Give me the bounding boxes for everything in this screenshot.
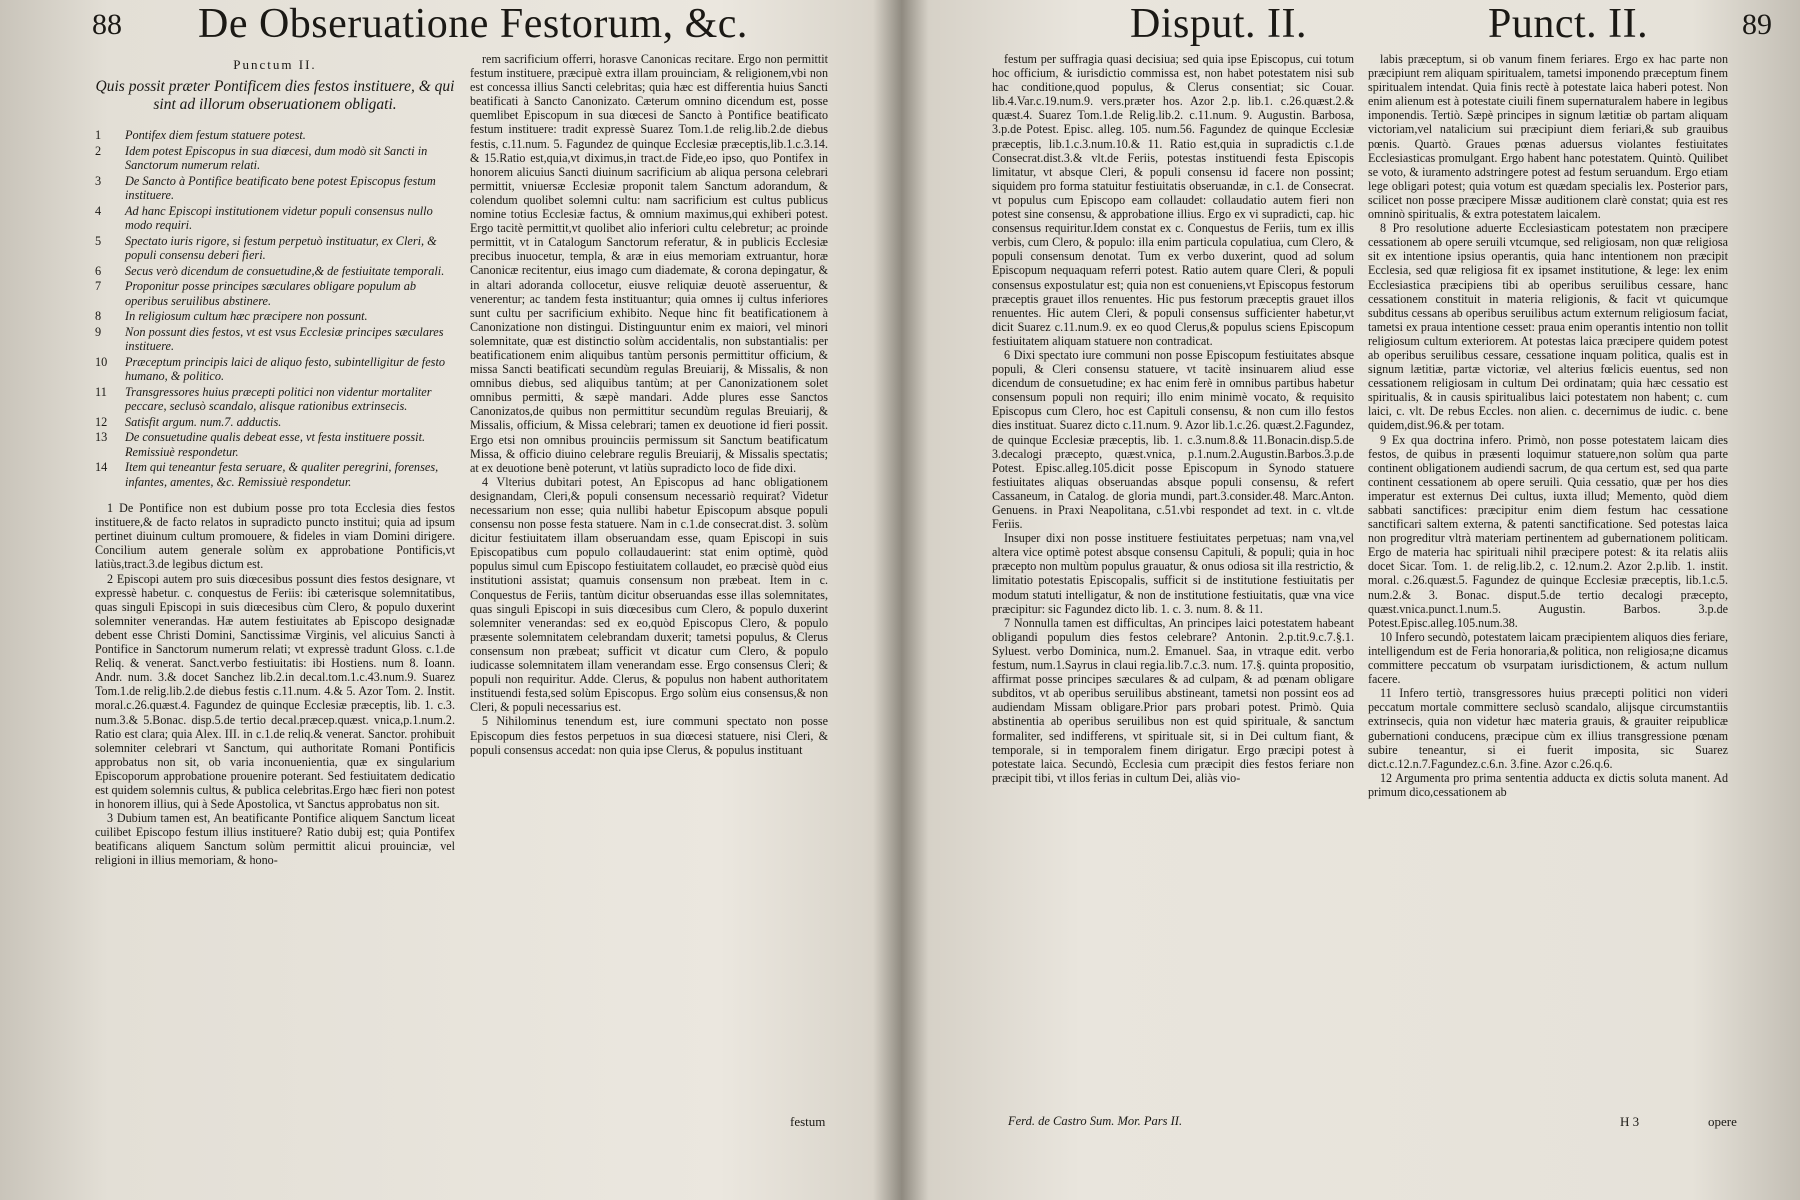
paragraph: labis præceptum, si ob vanum finem feriares. Ergo ex hac parte non præcipiunt rem aliquam spiritualem, tametsi imponendo præceptum finem spiritualem intendat. Quia finis rectè à potestate laica haberi potest. Non enim alienum est à potestate ciuili finem supernaturalem habere in legibus imponendis. Tertiò. Sæpè principes in signum lætitiæ ob partam aliquam victoriam,vel natalicium sui præcipiunt diem feriari,& sub grauibus pœnis. Quartò. Graues pœnas aduersus violantes festiuitates Ecclesiasticas promulgant. Ergo habent hanc potestatem. Quintò. Quilibet se voto, & iuramento adstringere potest ad festum seruandum. Ergo etiam lege obligari potest; quia votum est quædam specialis lex. Posterior pars, scilicet non posse præcipere Missæ auditionem clarè constat; quia est res omninò spiritualis, & extra potestatem laicalem. <box>1368 52 1728 222</box>
running-title-disput: Disput. II. <box>1130 1 1307 47</box>
summary-text: Item qui teneantur festa seruare, & qualiter peregrini, forenses, infantes, amentes, &c. Remissiuè respondetur. <box>125 460 439 489</box>
summary-number: 10 <box>95 354 108 369</box>
summary-text: Secus verò dicendum de consuetudine,& de festiuitate temporali. <box>125 263 445 278</box>
paragraph: 8 Pro resolutione aduerte Ecclesiasticam potestatem non præcipere cessationem ab opere seruili vtcumque, sed religiosam, non quæ religiosa sit ex intentione ipsius operantis, quia hanc intentionem non præcipit Ecclesia, sed quæ religiosa fit ex ipsamet institutione, & lege: lex enim Ecclesiastica præcipiens tibi ab operibus seruilibus cessare, hanc cessationem constituit in materia religionis, & facit vt quicumque subditus cessans ab operibus seruilibus actum externum religiosum faciat, tametsi ex praua intentione cesset: praua enim operantis intentio non tollit religiosum cultum exteriorem. At potestas laica præcipere quidem potest ab operibus seruilibus cessare, cessatione inquam politica, qualis est in signum lætitiæ, partæ victoriæ, vel alterius fœlicis euentus, sed non cessationem religiosam in cultum Dei ordinatam; quia hæc cessatio est spiritualis, & in causis spiritualibus laici potestatem non habent; c. cum laici, c. vlt. De rebus Eccles. non alien. c. decernimus de iudic. c. bene quidem,dist.96.& per totam. <box>1368 221 1728 433</box>
paragraph: rem sacrificium offerri, horasve Canonicas recitare. Ergo non permittit festum instituere, præcipuè extra illam prouinciam, & religionem,vbi non est concessa illius Sancti celebritas; quia hæc est differentia huius Sancti beatificati à Sancto Canonizato. Cæterum omnino dicendum est, posse quemlibet Episcopum in sua diœcesi de Sancto à Pontifice beatificato festum instituere: tradit expressè Suarez Tom.1.de relig.lib.2.de diebus festis, c.11.num. 5. Fagundez de quinque Ecclesiæ præceptis,lib.1.c.3.14. & 15.Ratio est,quia,vt diximus,in tract.de Fide,eo ipso, quo Pontifex in honorem alicuius Sancti diuinum sacrificium ab aliqua persona celebrari permittit, vniuersæ Ecclesiæ proponit talem Sanctum adorandum, & colendum quolibet solemni cultu: nam sacrificium est cultus publicus nomine totius Ecclesiæ factus, & omnium maximus,qui exhiberi potest. Ergo tacitè permittit,vt quolibet alio inferiori cultu celebretur; ac proinde permittit, vt in Catalogum Sanctorum referatur, & in publicis Ecclesiæ precibus inuocetur, templa, & aræ in eius memoriam extruantur, horæ Canonicæ recitentur, eius imago cum diademate, & corona depingatur, & in altari adoranda collocetur, eiusve reliquiæ deuotè asseruentur, & venerentur; ac tandem festa instituantur; quia omnes ij cultus inferiores sunt cultu per sacrificium exhibito. Neque hinc fit beatificationem à Canonizatione non distingui. Distinguuntur enim ex maiori, vel minori solemnitate, quæ est distinctio solùm accidentalis, non substantialis: per beatificationem enim aliquibus tantùm personis permittitur officium, & missa Sancti beatificati secundùm regulas Breuiarij, & Missalis, & non omnibus diebus, sed aliquibus tantùm; at per Canonizationem solet omnibus permitti, & sæpè mandari. Adde plures esse Sanctos Canonizatos,de quibus non permittitur secundùm regulas Breuiarij, & Missalis, officium, & Missa celebrari; tamen ex deuotione id fieri possit. Ergo etsi non omnibus prouinciis permissum sit Sanctum beatificatum Missa, & officio diuino celebrare regulis Breuiarij, & Missalis spectatis; at ex deuotione benè poterunt, vt latiùs supradicto loco de fide dixi. <box>470 52 828 475</box>
paragraph: 11 Infero tertiò, transgressores huius præcepti politici non videri peccatum mortale committere seclusò scandalo, alijsque circumstantiis extrinsecis, quia non videtur hæc materia grauis, & grauiter reipublicæ gubernationi conducens, præcipue cùm ex illius transgressione pœnam subire teneantur, si ei fuerit imposita, sic Suarez dict.c.12.n.7.Fagundez.c.6.n. 3.fine. Azor c.26.q.6. <box>1368 686 1728 771</box>
signature-mark: H 3 <box>1620 1114 1640 1129</box>
running-title-left: De Obseruatione Festorum, &c. <box>198 1 748 47</box>
summary-text: Satisfit argum. num.7. adductis. <box>125 414 282 429</box>
summary-text: Pontifex diem festum statuere potest. <box>125 128 306 143</box>
summary-item <box>95 355 455 384</box>
summary-item <box>95 264 455 279</box>
paragraph: festum per suffragia quasi decisiua; sed quia ipse Episcopus, cui totum hoc officium, & iurisdictio commissa est, non habet potestatem nisi sub hac conditione,quod populus, & Clerus consentiat; sic Couar. lib.4.Var.c.19.num.9. vers.præter hos. Azor 2.p. lib.1. c.26.quæst.2.& quæst.4. Suarez Tom.1.de Relig.lib.2. c.11.num. 9. Augustin. Barbosa, 3.p.de Potest. Episc. alleg. 105. num.56. Fagundez de quinque Ecclesiæ præceptis, lib.1.c.3.num.10.& 11. Ratio est,quia in supradictis c.1.de Consecrat.dist.3.& vlt.de Feriis, potestas instituendi festa Episcopis limitatur, vt absque Cleri, & populi consensu id facere non possint; siquidem pro forma statuitur festiuitatis obseruandæ, in c.1. de Consecrat. vt populus cum Episcopo eam collaudet: collaudatio autem fieri non potest sine consensu, & approbatione illius. Ergo ex vi supradicti, cap. hic consensus requiritur.Idem constat ex c. Conquestus de Feriis, tum ex illis verbis, cum Clero, & populo: illa enim particula copulatiua, cum Clero, & populi consensum denotat. Tum ex verbo duxerint, quod ad solum Episcopum nequaquam referri potest. Ratio autem quare Cleri, & populi consensus expostulatur est; quia non est conueniens,vt Episcopus festorum præceptis grauet illos renuentes. Hic pus festorum præceptis grauet illos renuentes. Hic autem Cleri, & populi consensus sufficienter habetur,vt dicit Suarez c.11.num.9. ex eo quod Clerus,& populus sciens Episcopum festiuitatem aliquam statuere non contradicat. <box>992 52 1354 348</box>
summary-text: De consuetudine qualis debeat esse, vt festa instituere possit. Remissiuè respondetur. <box>125 430 426 459</box>
summary-number: 12 <box>95 414 108 429</box>
summary-text: Non possunt dies festos, vt est vsus Ecclesiæ principes sæculares instituere. <box>125 324 444 354</box>
paragraph: 10 Infero secundò, potestatem laicam præcipientem aliquos dies feriare, intelligendum est de Feria honoraria,& politica, non religiosa;ne dicamus committere peccatum ob vsurpatam iurisdictionem, & actum nullum facere. <box>1368 629 1728 687</box>
left-col-1 <box>95 58 455 868</box>
footer-author: Ferd. de Castro Sum. Mor. Pars II. <box>1008 1114 1183 1128</box>
left-col-1-body <box>95 501 455 867</box>
summary-text: Præceptum principis laici de aliquo festo, subintelligitur de festo humano, & politico. <box>125 354 446 384</box>
paragraph: 4 Vlterius dubitari potest, An Episcopus ad hanc obligationem designandam, Cleri,& populi consensum necessariò requirat? Videtur necessarium non esse; quia nullibi habetur Episcopum absque populi consensu non posse festa statuere. Nam in c.1.de consecrat.dist. 3. solùm dicitur festiuitatem illam obseruandam esse, quam Episcopi in suis Episcopatibus cum populo collaudauerint: stat enim optimè, quòd populus simul cum Episcopo festiuitatem collaudet, eo præcisè quòd eius institutioni assistat; quamuis consensum non præbeat. Item in c. Conquestus de Feriis, tantùm dicitur obseruandas esse illas solemnitates, quas singuli Episcopi in suis diœcesibus cum Clero, & populo duxerint solemniter venerandas: sed ex eo,quòd Episcopus Clero, & populo præsente solemnitatem celebrandam duxerit; tametsi populus, & Clerus consensum non præbeat; sufficit vt dicatur cum Clero, & populo iudicasse solemnitatem illam venerandam esse. Ergo consensus Cleri; & populi non requiritur. Adde. Clerus, & populus non habent authoritatem instituendi festa,sed solùm Episcopus. Ergo solùm eius consensus,& non Cleri, & populi necessarius est. <box>470 474 828 715</box>
summary-number: 2 <box>95 143 102 158</box>
summary-item <box>95 385 455 414</box>
page-number-left: 88 <box>92 8 122 41</box>
summary-text: In religiosum cultum hæc præcipere non possunt. <box>125 309 368 324</box>
summary-number: 9 <box>95 324 102 339</box>
right-col-2 <box>1368 52 1728 799</box>
right-col-1 <box>992 52 1354 785</box>
catchword-right: opere <box>1708 1114 1737 1129</box>
right-page <box>900 0 1800 1200</box>
summary-text: De Sancto à Pontifice beatificato bene potest Episcopus festum instituere. <box>125 173 436 203</box>
summary-number: 14 <box>95 460 108 475</box>
right-col-1-body <box>992 52 1354 785</box>
paragraph: 9 Ex qua doctrina infero. Primò, non posse potestatem laicam dies festos, de quibus in præsenti loquimur statuere,non solùm qua parte continent obligationem audiendi sacrum, de qua certum est, sed qua parte continent cessationem ab opere seruili. Quia cessatio, quæ per hos dies imperatur est externus Dei cultus, iuxta illud; Memento, quòd diem sabbati sanctifices: præcipitur enim diem festum hac cessatione sanctificari saltem externa, & patenti sanctificatione. Sed potestas laica non progreditur vltrà materiam pertinentem ad gubernationem politicam. Ergo de materia hac spirituali nihil præcipere potest: & ita relatis aliis docet Sicar. Tom. 1. de relig.lib.2, c. 12.num.2. Azor 2.p.lib. 1. instit. moral. c.26.quæst.5. Fagundez de quinque Ecclesiæ præceptis, lib.1.c.5. num.2.& 3. Bonac. disput.5.de tertio decalogi præcepto, quæst.vnica.punct.1.num.5. Augustin. Barbos. 3.p.de Potest.Episc.alleg.105.num.38. <box>1368 432 1728 630</box>
summary-item <box>95 234 455 263</box>
left-col-2 <box>470 52 828 757</box>
paragraph: 3 Dubium tamen est, An beatificante Pontifice aliquem Sanctum liceat cuilibet Episcopo festum illius instituere? Ratio dubij est; quia Pontifex beatificans aliquem Sanctum solùm permittit alicui prouinciæ, vel religioni in illius memoriam, & hono- <box>95 811 455 868</box>
summary-item <box>95 415 455 430</box>
summary-number: 5 <box>95 233 102 248</box>
summary-text: Idem potest Episcopus in sua diœcesi, dum modò sit Sancti in Sanctorum numerum relati. <box>125 143 428 173</box>
summary-number: 4 <box>95 203 102 218</box>
summary-text: Proponitur posse principes sæculares obligare populum ab operibus seruilibus abstinere. <box>125 279 417 308</box>
summary-item <box>95 128 455 143</box>
paragraph: 5 Nihilominus tenendum est, iure communi spectato non posse Episcopum dies festos perpetuos in sua diœcesi statuere, nisi Cleri, & populi consensus accedat: non quia ipse Clerus, & populus instituant <box>470 714 828 757</box>
page-number-right: 89 <box>1742 8 1772 41</box>
paragraph: 6 Dixi spectato iure communi non posse Episcopum festiuitates absque populi, & Cleri consensu statuere, vt tacitè insinuarem aliud esse dicendum de consuetudine; ex hac enim ferè in omnibus partibus habetur consensum populi non requiri; illo enim minimè vocato, & requisito Episcopus cum Clero, hoc est Capituli consensu, & non cum illo festos dies instituat. Suarez dicto c.11.num. 9. Azor lib.1.c.26. quæst.2.Fagundez, de quinque Ecclesiæ præceptis, lib. 1. c.3.num.8.& 11.Bonacin.disp.5.de 3.decalogi præcepto, quæst.vnica, p.1.num.2.Augustin.Barbos.3.p.de Potest. Episc.alleg.105.dicit posse Episcopum in Synodo statuere festiuitates aliquas obseruandas absque populi consensu, & refert Cassaneum, in Catalog. de gloria mundi, part.3.consider.48. Marc.Anton. Genuens. in Praxi Neapolitana, c.51.vbi respondet ad text. in c. vlt.de Feriis. <box>992 347 1354 532</box>
summary-list <box>95 128 455 489</box>
summary-item <box>95 204 455 233</box>
summary-item <box>95 144 455 173</box>
left-col-2-body <box>470 52 828 757</box>
summary-item <box>95 279 455 308</box>
quaestio-heading: Quis possit præter Pontificem dies festos instituere, & qui sint ad illorum obseruationem obligati. <box>95 78 455 114</box>
summary-item <box>95 174 455 203</box>
summary-text: Spectato iuris rigore, si festum perpetuò instituatur, ex Cleri, & populi consensu deberi fieri. <box>125 233 437 263</box>
summary-number: 6 <box>95 263 102 278</box>
right-col-2-body <box>1368 52 1728 799</box>
summary-number: 7 <box>95 279 102 294</box>
summary-text: Transgressores huius præcepti politici non videntur mortaliter peccare, seclusò scandalo, alisque rationibus extrinsecis. <box>125 384 432 414</box>
paragraph: 1 De Pontifice non est dubium posse pro tota Ecclesia dies festos instituere,& de facto relatos in supradicto puncto institui; quia ad ipsum pertinet diuinum cultum promouere, & fideles in viam Domini dirigere. Concilium autem generale solùm ex approbatione Pontificis,vt latiùs,tract.3.de legibus dictum est. <box>95 501 455 572</box>
summary-item <box>95 309 455 324</box>
summary-item <box>95 460 455 489</box>
paragraph: 2 Episcopi autem pro suis diœcesibus possunt dies festos designare, vt expressè habetur. c. conquestus de Feriis: ibi cæterisque solemnitatibus, quas singuli Episcopi in suis diœcesibus cùm Clero, & populo duxerint solemniter venerandas. Hæ autem festiuitates ab Episcopo designadæ debent esse Christi Domini, Sanctissimæ Virginis, vel alicuius Sancti à Pontifice in Sanctorum numerum relati; vt expressè tradunt Gloss. c.1.de Reliq. & venerat. Sanct.verbo festiuitatis: ibi Hostiens. num 8. Ioann. Andr. num. 3.& docet Sanchez lib.2.in decal.tom.1.c.43.num.9. Suarez Tom.1.de relig.lib.2.de diebus festis c.11.num. 4.& 5. Azor Tom. 2. Instit. moral.c.26.quæst.4. Fagundez de quinque Ecclesiæ præceptis, lib. 1. c.3. num.3.& 5.Bonac. disp.5.de tertio decal.præcep.quæst. vnica,p.1.num.2. Ratio est clara; quia Alex. III. in c.1.de reliq.& venerat. Sanctor. prohibuit solemniter celebrari vt Sanctum, qui authoritate Romani Pontificis approbatus non sit, ob varia inconuenientia, quæ ex singularium Episcoporum approbatione prouenire poterant. Sed festiuitatem dedicatio est quidem solemnis cultus, & publica celebritas.Ergo hæc fieri non potest in honorem illius, qui à Sede Apostolica, vt Sanctus approbatus non sit. <box>95 571 455 812</box>
summary-item <box>95 325 455 354</box>
summary-number: 11 <box>95 384 107 399</box>
summary-number: 1 <box>95 128 102 143</box>
paragraph: 12 Argumenta pro prima sententia adducta ex dictis soluta manent. Ad primum dico,cessationem ab <box>1368 770 1728 799</box>
summary-number: 8 <box>95 309 102 324</box>
summary-number: 13 <box>95 430 108 445</box>
paragraph: 7 Nonnulla tamen est difficultas, An principes laici potestatem habeant obligandi populum dies festos celebrare? Antonin. 2.p.tit.9.c.7.§.1. Syluest. verbo Dominica, num.2. Emanuel. Saa, in vtraque edit. verbo festum, num.1.Sayrus in claui regia.lib.7.c.3. num. 17.§. quinta propositio, affirmat posse principes sæculares & ad culpam, & ad pœnam obligare subditos, vt ab operibus seruilibus abstineant, tametsi non possint eos ad audiendam Missam obligare.Prior pars probari potest. Primò. Quia abstinentia ab operibus seruilibus non est quid spirituale, & sanctum formaliter, sed indifferens, vt spirituale sit, si in Dei cultum fiant, & temporale, si in temporalem finem dirigatur. Ergo præcipi potest à potestate laica. Secundò, Ecclesia cum præcipit dies festos feriare non præcipit tibi, vt illos ferias in cultum Dei, aliàs vio- <box>992 615 1354 785</box>
summary-number: 3 <box>95 173 102 188</box>
summary-text: Ad hanc Episcopi institutionem videtur populi consensus nullo modo requiri. <box>125 203 433 233</box>
catchword-left: festum <box>790 1114 826 1129</box>
punctum-heading: Punctum II. <box>233 57 317 72</box>
paragraph: Insuper dixi non posse instituere festiuitates perpetuas; nam vna,vel altera vice optimè potest absque consensu Capituli, & populi; quia in hoc præcepto non multùm populus grauatur, & onus odiosa sit illa restrictio, & limitatio potestatis Episcopalis, sufficit si de institutione festiuitatis per modum statuti intelligatur, & non de institutione festiuitatis, quæ vna vice præcipitur: sic Fagundez dicto lib. 1. c. 3. num. 8. & 11. <box>992 531 1354 616</box>
running-title-punct: Punct. II. <box>1488 1 1649 47</box>
summary-item <box>95 430 455 459</box>
